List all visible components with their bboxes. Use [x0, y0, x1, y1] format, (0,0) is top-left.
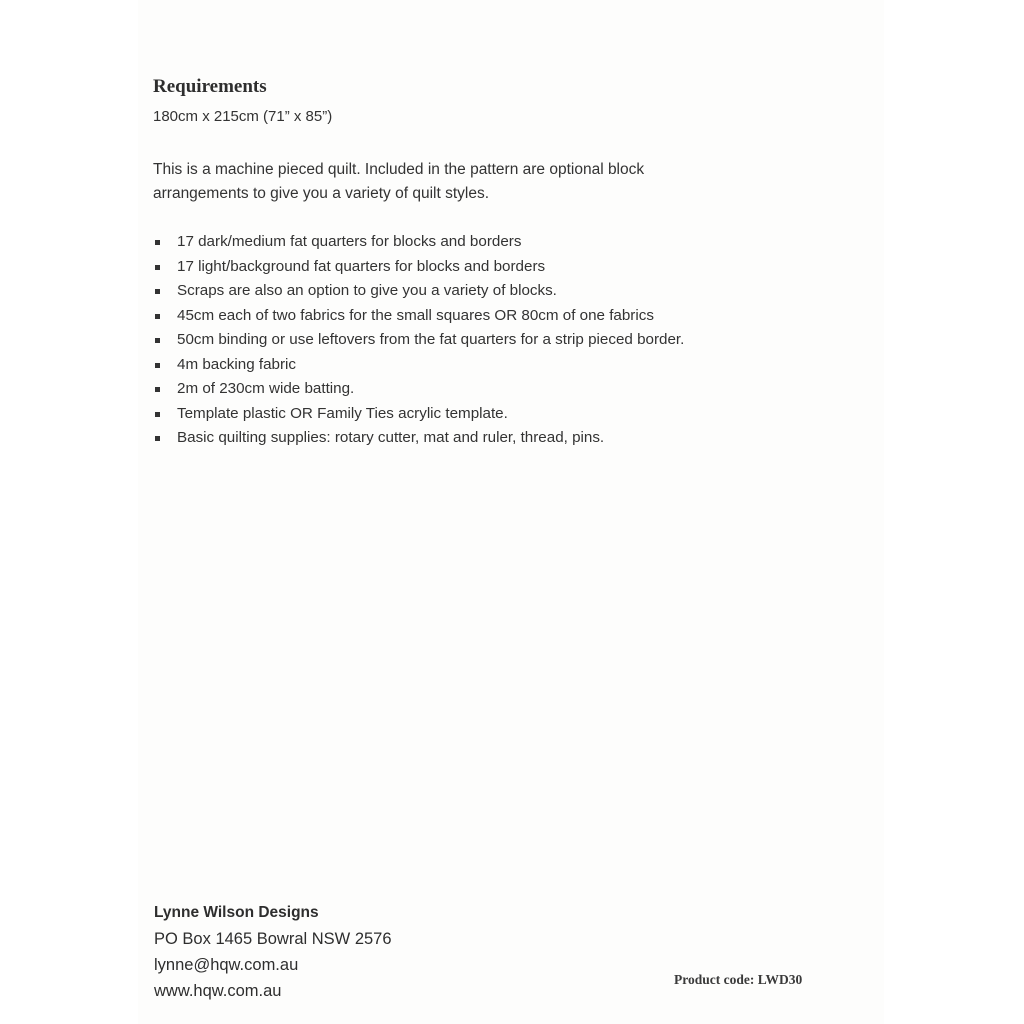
list-item [153, 304, 853, 329]
list-item-text: 45cm each of two fabrics for the small squares OR 80cm of one fabrics [177, 306, 654, 324]
list-item [153, 353, 853, 378]
list-item-text: 50cm binding or use leftovers from the fat quarters for a strip pieced border. [177, 331, 685, 348]
bullet-icon [155, 265, 160, 270]
product-code: Product code: LWD30 [674, 972, 803, 987]
list-item-text: 17 light/background fat quarters for blocks and borders [177, 257, 546, 275]
bullet-icon [155, 338, 160, 343]
requirements-heading: Requirements [153, 76, 267, 97]
list-item-text: 2m of 230cm wide batting. [177, 380, 355, 397]
bullet-icon [155, 387, 160, 392]
contact-block [154, 900, 392, 1004]
intro-paragraph [153, 158, 793, 206]
intro-line: arrangements to give you a variety of quilt styles. [153, 185, 489, 202]
bullet-icon [155, 240, 160, 245]
list-item-text: 4m backing fabric [177, 355, 297, 373]
company-name: Lynne Wilson Designs [154, 904, 319, 921]
bullet-icon [155, 289, 160, 294]
paper-sheet [138, 0, 884, 1024]
list-item [153, 328, 853, 353]
bullet-icon [155, 363, 160, 368]
list-item [153, 230, 853, 255]
bullet-icon [155, 436, 160, 441]
list-item [153, 279, 853, 304]
quilt-dimensions: 180cm x 215cm (71” x 85”) [153, 108, 333, 125]
page-margin [884, 0, 1024, 1024]
list-item [153, 377, 853, 402]
email-address: lynne@hqw.com.au [154, 956, 299, 974]
postal-address: PO Box 1465 Bowral NSW 2576 [154, 930, 392, 948]
requirements-list [153, 230, 853, 451]
list-item-text: 17 dark/medium fat quarters for blocks and borders [177, 233, 522, 250]
bullet-icon [155, 412, 160, 417]
bullet-icon [155, 314, 160, 319]
list-item [153, 402, 853, 427]
list-item-text: Template plastic OR Family Ties acrylic template. [177, 404, 508, 422]
list-item-text: Scraps are also an option to give you a variety of blocks. [177, 282, 557, 299]
list-item [153, 255, 853, 280]
intro-line: This is a machine pieced quilt. Included in the pattern are optional block [153, 161, 645, 178]
website-address: www.hqw.com.au [154, 982, 282, 1000]
list-item [153, 426, 853, 451]
list-item-text: Basic quilting supplies: rotary cutter, mat and ruler, thread, pins. [177, 429, 605, 446]
